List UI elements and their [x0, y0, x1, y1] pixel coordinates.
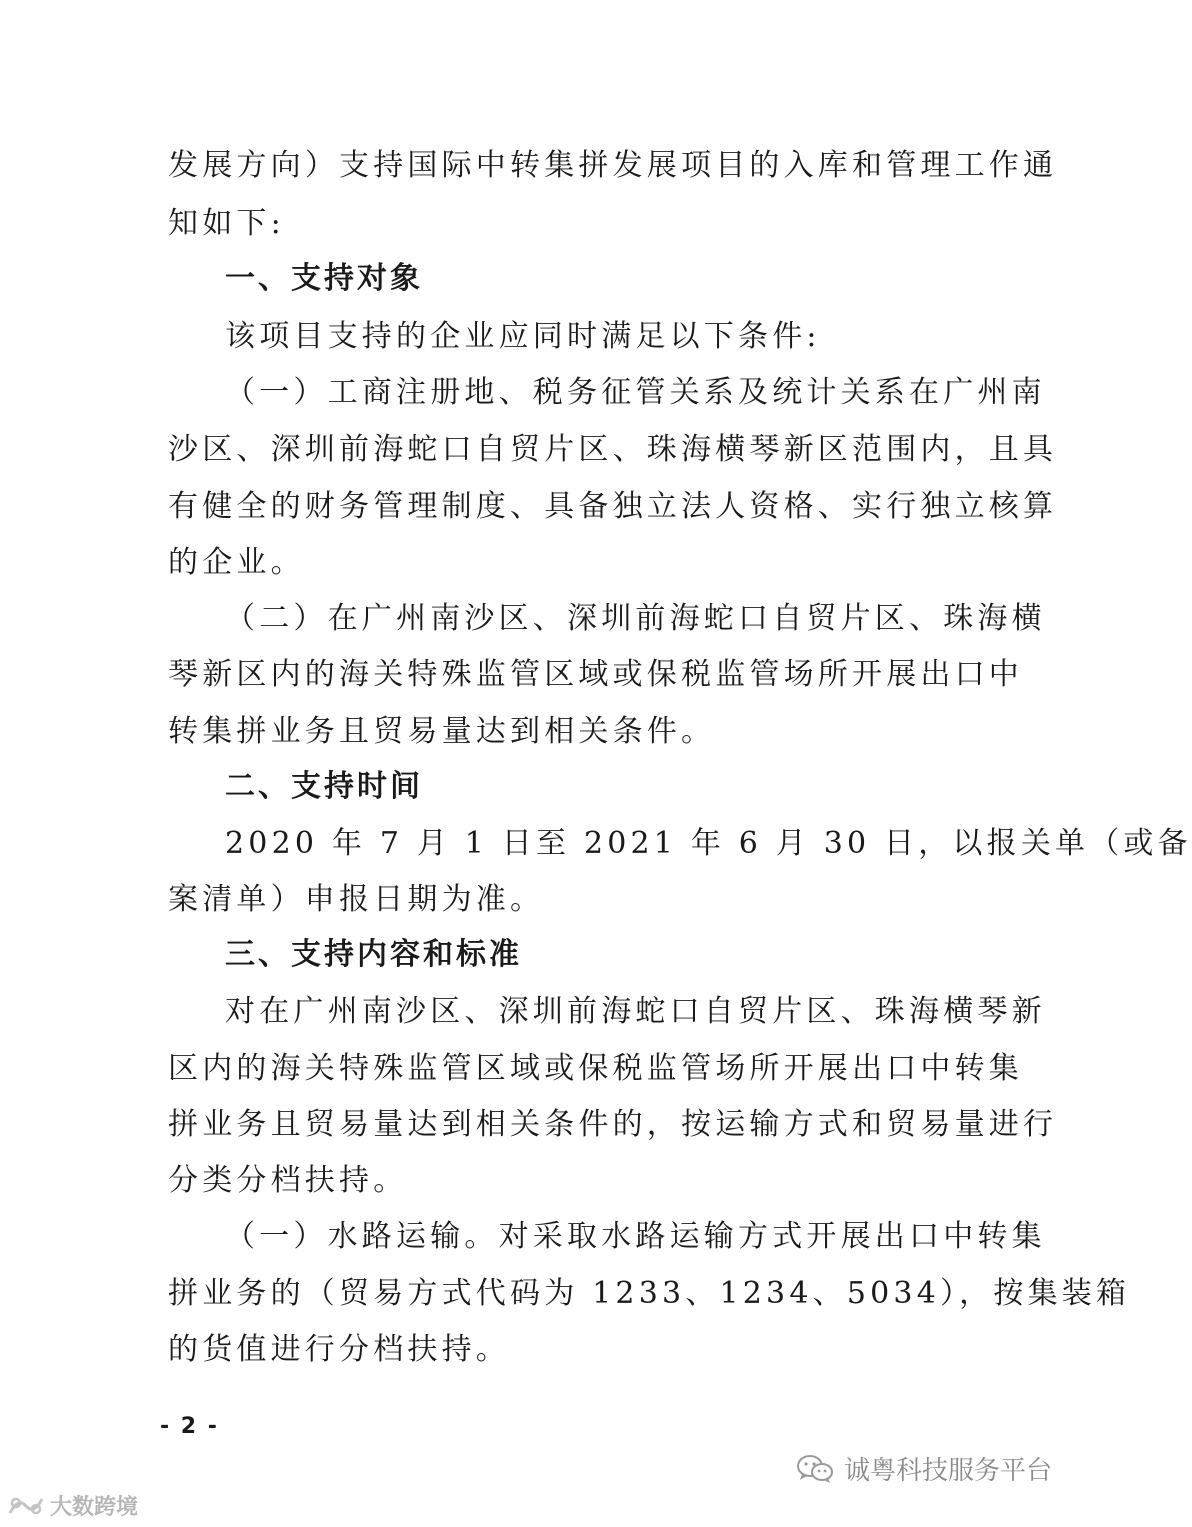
paragraph-line: 有健全的财务管理制度、具备独立法人资格、实行独立核算 [168, 489, 1058, 524]
brand-logo-icon [6, 1493, 46, 1519]
watermark-text: 诚粤科技服务平台 [843, 1456, 1052, 1486]
section-heading: 三、支持内容和标准 [225, 937, 522, 972]
paragraph-line: 区内的海关特殊监管区域或保税监管场所开展出口中转集 [168, 1051, 1023, 1086]
paragraph-line: 转集拼业务且贸易量达到相关条件。 [168, 714, 716, 749]
corner-watermark [6, 1490, 138, 1521]
wechat-icon [796, 1453, 834, 1485]
paragraph-line: （一）水路运输。对采取水路运输方式开展出口中转集 [225, 1219, 1046, 1254]
paragraph-line: 案清单）申报日期为准。 [168, 882, 545, 917]
paragraph-line: 发展方向）支持国际中转集拼发展项目的入库和管理工作通 [168, 148, 1058, 183]
paragraph-line: 分类分档扶持。 [168, 1163, 408, 1198]
paragraph-line: 琴新区内的海关特殊监管区域或保税监管场所开展出口中 [168, 657, 1023, 692]
paragraph-line: （二）在广州南沙区、深圳前海蛇口自贸片区、珠海横 [225, 601, 1046, 636]
section-heading: 二、支持时间 [225, 769, 423, 804]
paragraph-line: 拼业务且贸易量达到相关条件的，按运输方式和贸易量进行 [168, 1107, 1058, 1142]
section-heading: 一、支持对象 [225, 261, 423, 296]
paragraph-line: 知如下: [168, 206, 285, 241]
paragraph-line: 的企业。 [168, 545, 305, 580]
paragraph-line: 沙区、深圳前海蛇口自贸片区、珠海横琴新区范围内，且具 [168, 432, 1058, 467]
paragraph-line: 2020 年 7 月 1 日至 2021 年 6 月 30 日，以报关单（或备 [225, 826, 1192, 861]
paragraph-line: 的货值进行分档扶持。 [168, 1332, 510, 1367]
paragraph-line: 拼业务的（贸易方式代码为 1233、1234、5034），按集装箱 [168, 1276, 1131, 1311]
paragraph-line: （一）工商注册地、税务征管关系及统计关系在广州南 [225, 375, 1046, 410]
paragraph-line: 对在广州南沙区、深圳前海蛇口自贸片区、珠海横琴新 [225, 994, 1046, 1029]
page-number: - 2 - [160, 1414, 219, 1439]
source-watermark [796, 1450, 1052, 1487]
watermark-text: 大数跨境 [50, 1495, 139, 1520]
paragraph-line: 该项目支持的企业应同时满足以下条件: [225, 319, 821, 354]
